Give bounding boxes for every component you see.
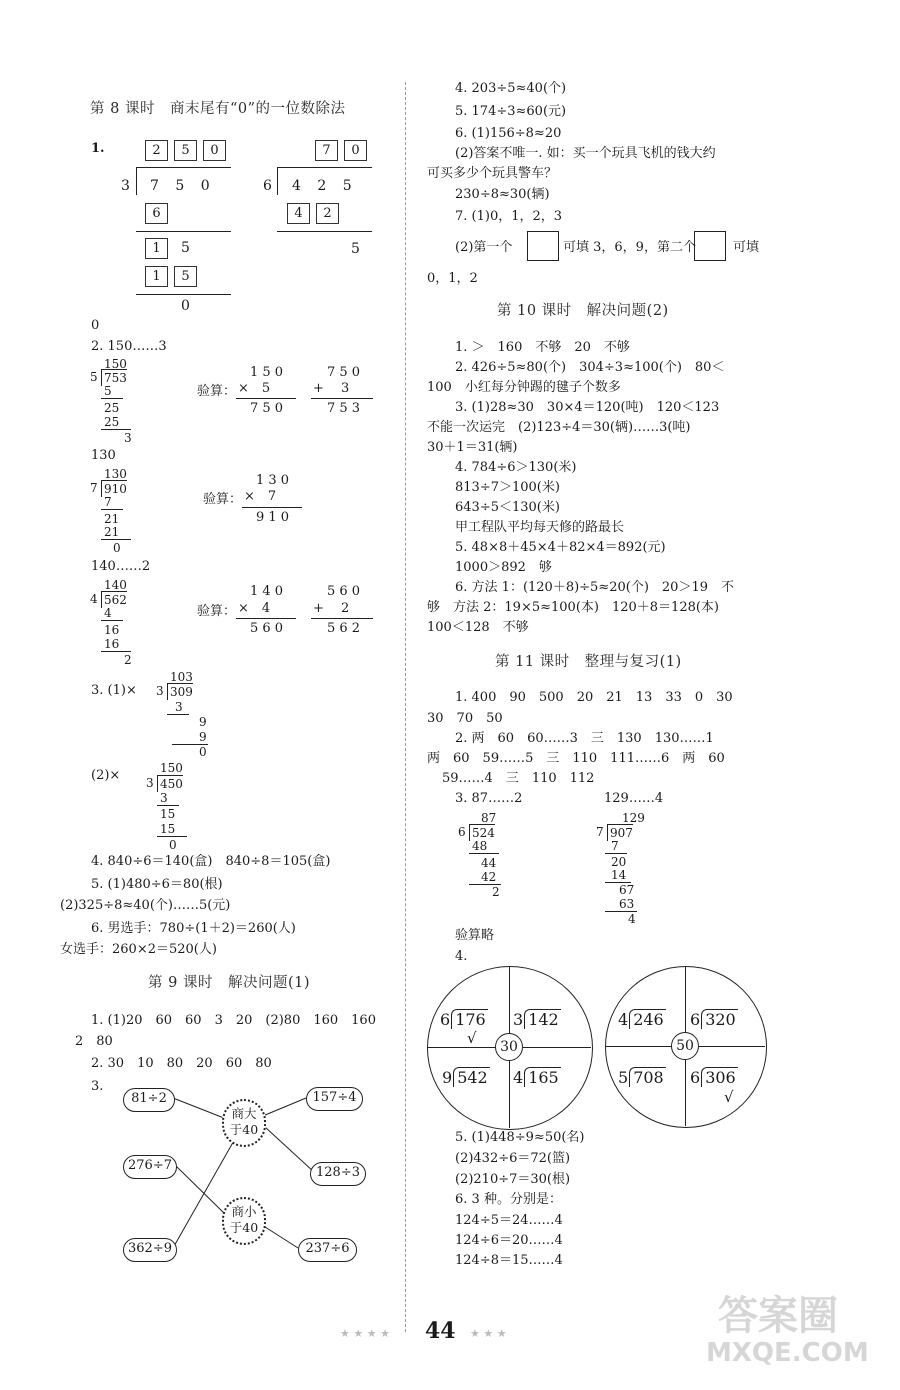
q2-head: 2. 150……3: [91, 339, 167, 354]
divisor: 7: [596, 825, 604, 839]
subtrahend-digit: 4: [287, 203, 310, 224]
check-label: 验算：: [197, 384, 237, 399]
check-line: + 2: [313, 601, 350, 616]
q4: 4. 840÷6＝140(盒) 840÷8＝105(盒): [91, 854, 331, 869]
answer-line: 5. 48×8＋45×4＋82×4＝892(元): [455, 540, 666, 555]
check-line: 5 6 0: [327, 584, 361, 599]
check-line: + 3: [313, 381, 350, 396]
check-line: 1 5 0: [250, 365, 284, 380]
r-q7-2a: (2)第一个: [455, 240, 513, 255]
q6-2: 女选手：260×2＝520(人): [60, 942, 217, 957]
l11-q5-1: 5. (1)448÷9≈50(名): [455, 1130, 585, 1145]
subtrahend: 7: [611, 839, 619, 853]
l9-q1b: 2 80: [75, 1034, 113, 1049]
answer-line: 3. (1)28≈30 30×4＝120(吨) 120＜123: [455, 400, 720, 415]
q1-note: 0: [91, 318, 100, 333]
cloud-card: 157÷4: [306, 1087, 363, 1111]
subtrahend: 4: [104, 606, 112, 620]
page-number: 44: [425, 1318, 456, 1344]
remainder-digit: 1: [145, 238, 168, 259]
cloud-card: 81÷2: [123, 1088, 175, 1112]
q2b-head: 130: [91, 448, 116, 463]
subtrahend: 16: [104, 637, 120, 651]
divisor: 6: [263, 178, 272, 194]
r-q7-3: 0，1，2: [427, 271, 478, 286]
check-line: 1 4 0: [250, 584, 284, 599]
watermark-domain: MXQE.COM: [706, 1338, 869, 1368]
partial: 20: [611, 855, 627, 869]
subtrahend: 14: [611, 868, 627, 882]
remainder: 2: [492, 885, 500, 899]
flower-quotient-greater: [222, 1099, 266, 1147]
watermark-logo: [706, 1293, 869, 1368]
check-line: 5 6 0: [250, 621, 284, 636]
check-line: × 7: [244, 489, 277, 504]
check-line: 7 5 0: [250, 401, 284, 416]
remainder-digit: 5: [181, 240, 190, 256]
answer-line: 2. 426÷5≈80(个) 304÷3≈100(个) 80＜: [455, 360, 725, 375]
quotient-digit: 5: [174, 140, 197, 161]
subtrahend: 7: [104, 495, 112, 509]
partial: 25: [104, 401, 120, 415]
circle-expression: 6 306: [690, 1068, 736, 1087]
circle-expression: 6 320: [690, 1010, 736, 1029]
circle-expression: 3 142: [513, 1010, 559, 1029]
r-q7-1: 7. (1)0，1，2，3: [455, 209, 563, 224]
subtrahend-digit: 5: [174, 266, 197, 287]
subtrahend-digit: 1: [145, 266, 168, 287]
q3-1-label: 3. (1)×: [91, 683, 137, 698]
quotient: 130: [104, 467, 127, 481]
q2c-head: 140……2: [91, 559, 151, 574]
answer-line: 两 60 59……5 三 110 111……6 两 60: [427, 751, 725, 766]
divisor: 7: [90, 481, 98, 495]
r-q5: 5. 174÷3≈60(元): [455, 104, 567, 119]
check-line: 5 6 2: [327, 621, 361, 636]
partial: 67: [619, 883, 635, 897]
page-stars-left: ★ ★ ★ ★: [340, 1327, 390, 1340]
answer-line: 1. 400 90 500 20 21 13 33 0 30: [455, 690, 733, 705]
answer-line: 够 方法 2：19×5≈100(本) 120＋8＝128(本): [427, 600, 719, 615]
r-q6-3: 可买多少个玩具警车？: [427, 166, 558, 181]
quotient: 150: [160, 761, 183, 775]
quotient: 129: [622, 811, 645, 825]
divisor: 6: [458, 825, 466, 839]
r-q6-2: (2)答案不唯一. 如：买一个玩具飞机的钱大约: [455, 146, 716, 161]
subtrahend: 9: [199, 730, 207, 744]
divisor: 3: [121, 178, 130, 194]
l11-q3-head-b: 129……4: [604, 791, 664, 806]
q6-1: 6. 男选手：780÷(1＋2)＝260(人): [91, 921, 296, 936]
dividend: 910: [101, 480, 127, 497]
dividend: 907: [607, 824, 633, 841]
check-line: 9 1 0: [256, 510, 290, 525]
answer-line: 不能一次运完 (2)123÷4＝30(辆)……3(吨): [427, 420, 691, 435]
l11-q5-2: (2)432÷6＝72(篮): [455, 1151, 571, 1166]
r-q7-2c: 可填: [733, 240, 760, 255]
circle-center: 50: [671, 1032, 699, 1060]
r-q6-1: 6. (1)156÷8≈20: [455, 126, 562, 141]
check-label: 验算：: [203, 492, 243, 507]
quotient-digit: 0: [344, 140, 367, 161]
final-remainder: 0: [181, 298, 190, 314]
r-q7-2b: 可填 3，6，9，第二个: [563, 240, 696, 255]
subtrahend: 42: [481, 870, 497, 884]
dividend: 450: [157, 775, 183, 792]
lesson9-title: 第 9 课时 解决问题(1): [148, 975, 310, 991]
partial: 44: [481, 856, 497, 870]
circle-expression: 6 176: [440, 1010, 486, 1029]
flower-quotient-less: [222, 1197, 266, 1245]
lesson10-title: 第 10 课时 解决问题(2): [497, 303, 669, 319]
subtrahend: 48: [472, 839, 488, 853]
answer-line: 1. ＞ 160 不够 20 不够: [455, 340, 630, 355]
answer-line: 2. 两 60 60……3 三 130 130……1: [455, 731, 714, 746]
final-remainder: 5: [351, 241, 360, 257]
l11-q6-4: 124÷8＝15……4: [455, 1253, 563, 1268]
check-line: 7 5 0: [327, 365, 361, 380]
check-line: × 4: [238, 601, 271, 616]
circle-center: 30: [495, 1033, 523, 1061]
cloud-card: 276÷7: [123, 1155, 177, 1179]
quotient-digit: 0: [203, 140, 226, 161]
answer-line: 1000＞892 够: [455, 560, 552, 575]
lesson8-title: 第 8 课时 商末尾有“0”的一位数除法: [90, 101, 346, 117]
partial: 15: [160, 807, 176, 821]
circle-expression: 4 246: [618, 1010, 664, 1029]
circle-expression: 9 542: [442, 1068, 488, 1087]
circle-expression: 4 165: [513, 1068, 559, 1087]
subtrahend: 3: [160, 791, 168, 805]
remainder: 0: [169, 838, 177, 852]
answer-line: 813÷7＞100(米): [455, 480, 560, 495]
division-line: [469, 853, 499, 854]
answer-line: 100＜128 不够: [427, 620, 529, 635]
dividend: 562: [101, 591, 127, 608]
partial: 21: [104, 512, 120, 526]
dividend: 309: [167, 683, 193, 700]
cloud-card: 237÷6: [298, 1238, 357, 1262]
circle-expression: 5 708: [618, 1068, 664, 1087]
subtrahend: 15: [160, 822, 176, 836]
divisor: 5: [90, 370, 98, 384]
lesson11-title: 第 11 课时 整理与复习(1): [495, 654, 682, 670]
r-q4: 4. 203÷5≈40(个): [455, 81, 567, 96]
check-line: 7 5 3: [327, 401, 361, 416]
check-mark-icon: √: [724, 1088, 734, 1106]
watermark-text: 答案圈: [718, 1293, 838, 1339]
check-line: 1 3 0: [256, 473, 290, 488]
verify-note: 验算略: [455, 928, 495, 943]
answer-line: 甲工程队平均每天修的路最长: [455, 520, 625, 535]
check-line: × 5: [238, 381, 271, 396]
partial: 9: [199, 715, 207, 729]
flower-text: 于40: [229, 1220, 259, 1235]
page-stars-right: ★ ★ ★: [470, 1327, 507, 1340]
answer-line: 30 70 50: [427, 711, 503, 726]
flower-text: 商小: [231, 1204, 257, 1219]
l9-q1a: 1. (1)20 60 60 3 20 (2)80 160 160: [91, 1013, 376, 1028]
quotient-digit: 7: [315, 140, 338, 161]
answer-line: 6. 方法 1：(120＋8)÷5≈20(个) 20＞19 不: [455, 580, 734, 595]
answer-line: 100 小红每分钟踢的毽子个数多: [427, 380, 621, 395]
l11-q5-3: (2)210÷7＝30(根): [455, 1172, 571, 1187]
divisor: 3: [146, 776, 154, 790]
dividend: 524: [469, 824, 495, 841]
check-mark-icon: √: [467, 1029, 477, 1047]
l11-q6-2: 124÷5＝24……4: [455, 1213, 563, 1228]
check-label: 验算：: [197, 604, 237, 619]
quotient: 150: [104, 357, 127, 371]
q3-2-label: (2)×: [91, 768, 121, 783]
remainder: 4: [628, 912, 636, 926]
subtrahend: 63: [619, 897, 635, 911]
subtrahend: 21: [104, 525, 120, 539]
cloud-card: 128÷3: [310, 1162, 366, 1186]
dividend: 4 2 5: [292, 178, 352, 194]
subtrahend: 5: [104, 384, 112, 398]
remainder: 0: [113, 541, 121, 555]
quotient: 87: [481, 811, 497, 825]
quotient-digit: 2: [145, 140, 168, 161]
q5-2: (2)325÷8≈40(个)……5(元): [60, 898, 231, 913]
remainder: 0: [199, 745, 207, 759]
subtrahend: 3: [175, 700, 183, 714]
cloud-card: 362÷9: [123, 1238, 177, 1262]
l11-q6-3: 124÷6＝20……4: [455, 1233, 563, 1248]
answer-line: 643÷5＜130(米): [455, 500, 560, 515]
blank-box: [694, 231, 726, 261]
flower-text: 商大: [231, 1106, 257, 1121]
remainder: 2: [124, 653, 132, 667]
divisor: 3: [156, 684, 164, 698]
remainder: 3: [124, 431, 132, 445]
flower-text: 于40: [229, 1122, 259, 1137]
dividend: 7 5 0: [150, 178, 210, 194]
l9-q2: 2. 30 10 80 20 60 80: [91, 1056, 272, 1071]
answer-line: 4. 784÷6＞130(米): [455, 460, 577, 475]
l11-q3-head-a: 3. 87……2: [455, 791, 523, 806]
quotient: 140: [104, 578, 127, 592]
subtrahend: 25: [104, 415, 120, 429]
q1-label: 1.: [91, 141, 105, 156]
quotient: 103: [170, 670, 193, 684]
dividend: 753: [101, 369, 127, 386]
answer-line: 59……4 三 110 112: [442, 771, 595, 786]
l11-q6-1: 6. 3 种。分别是：: [455, 1192, 562, 1207]
l11-q4-label: 4.: [455, 949, 468, 964]
q5-1: 5. (1)480÷6＝80(根): [91, 877, 223, 892]
subtrahend-digit: 6: [145, 203, 168, 224]
l9-q3-label: 3.: [91, 1079, 104, 1094]
r-q6-4: 230÷8≈30(辆): [455, 187, 550, 202]
partial: 16: [104, 623, 120, 637]
answer-line: 30＋1＝31(辆): [427, 440, 518, 455]
divisor: 4: [90, 592, 98, 606]
blank-box: [527, 231, 559, 261]
subtrahend-digit: 2: [316, 203, 339, 224]
